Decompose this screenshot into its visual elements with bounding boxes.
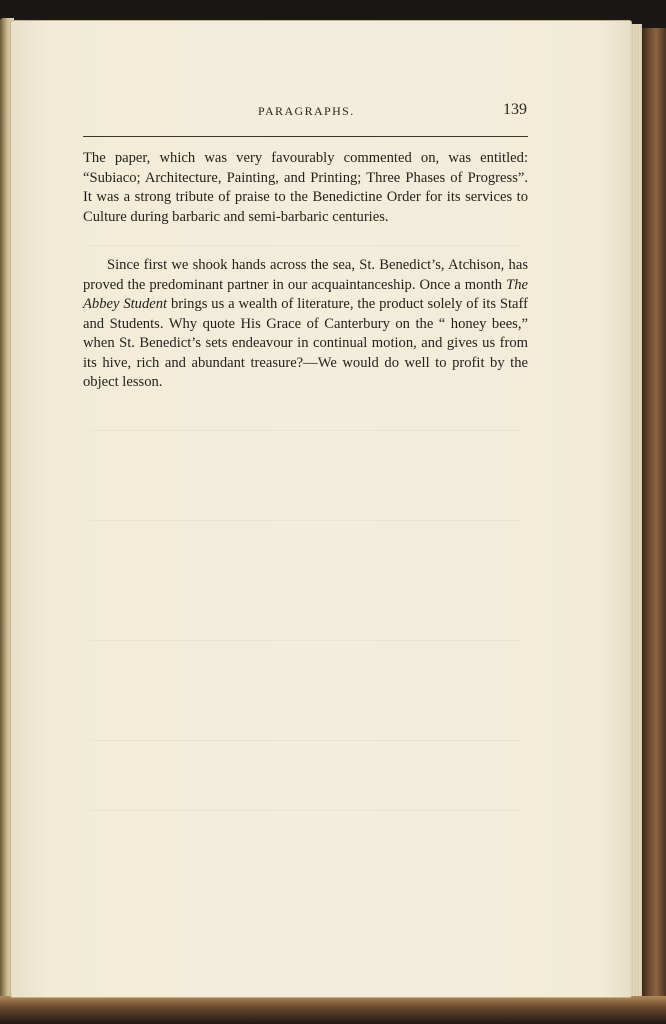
header-rule bbox=[83, 136, 528, 137]
bleed-through-line bbox=[90, 740, 520, 741]
paragraph-2 bbox=[83, 256, 528, 393]
bleed-through-line bbox=[90, 810, 520, 811]
paragraph-2-before: Since first we shook hands across the sea, St. Benedict’s, Atchison, has proved the predominant partner in our acquaintanceship. Once a month bbox=[83, 257, 528, 293]
publication-title: The Abbey Student bbox=[83, 276, 528, 312]
bleed-through-line bbox=[90, 245, 520, 246]
bleed-through-line bbox=[90, 520, 520, 521]
bleed-through-line bbox=[90, 640, 520, 641]
bleed-through-line bbox=[90, 430, 520, 431]
book-cover-bottom bbox=[0, 996, 666, 1024]
paragraph-1 bbox=[83, 149, 528, 227]
page-edges-right bbox=[630, 24, 642, 996]
running-head: PARAGRAPHS. bbox=[258, 104, 355, 118]
book-cover-right bbox=[642, 28, 666, 1010]
paragraph-2-after: brings us a wealth of literature, the product solely of its Staff and Students. Why quote His Grace of Canterbury on the “ honey bees,” when St. Benedict’s sets endeavour in continual motion, and gives us from its hive, rich and abundant treasure?—We would do well to profit by the object lesson. bbox=[83, 296, 528, 390]
paragraph-2-text bbox=[83, 256, 528, 393]
page-number: 139 bbox=[503, 101, 527, 118]
paragraph-1-text: The paper, which was very favourably commented on, was entitled: “Subiaco; Architecture, Painting, and Printing; Three Phases of Progress”. It was a strong tribute of praise to the Benedictine Order for its services to Culture during barbaric and semi-barbaric centuries. bbox=[83, 150, 528, 225]
page-header bbox=[83, 101, 527, 124]
